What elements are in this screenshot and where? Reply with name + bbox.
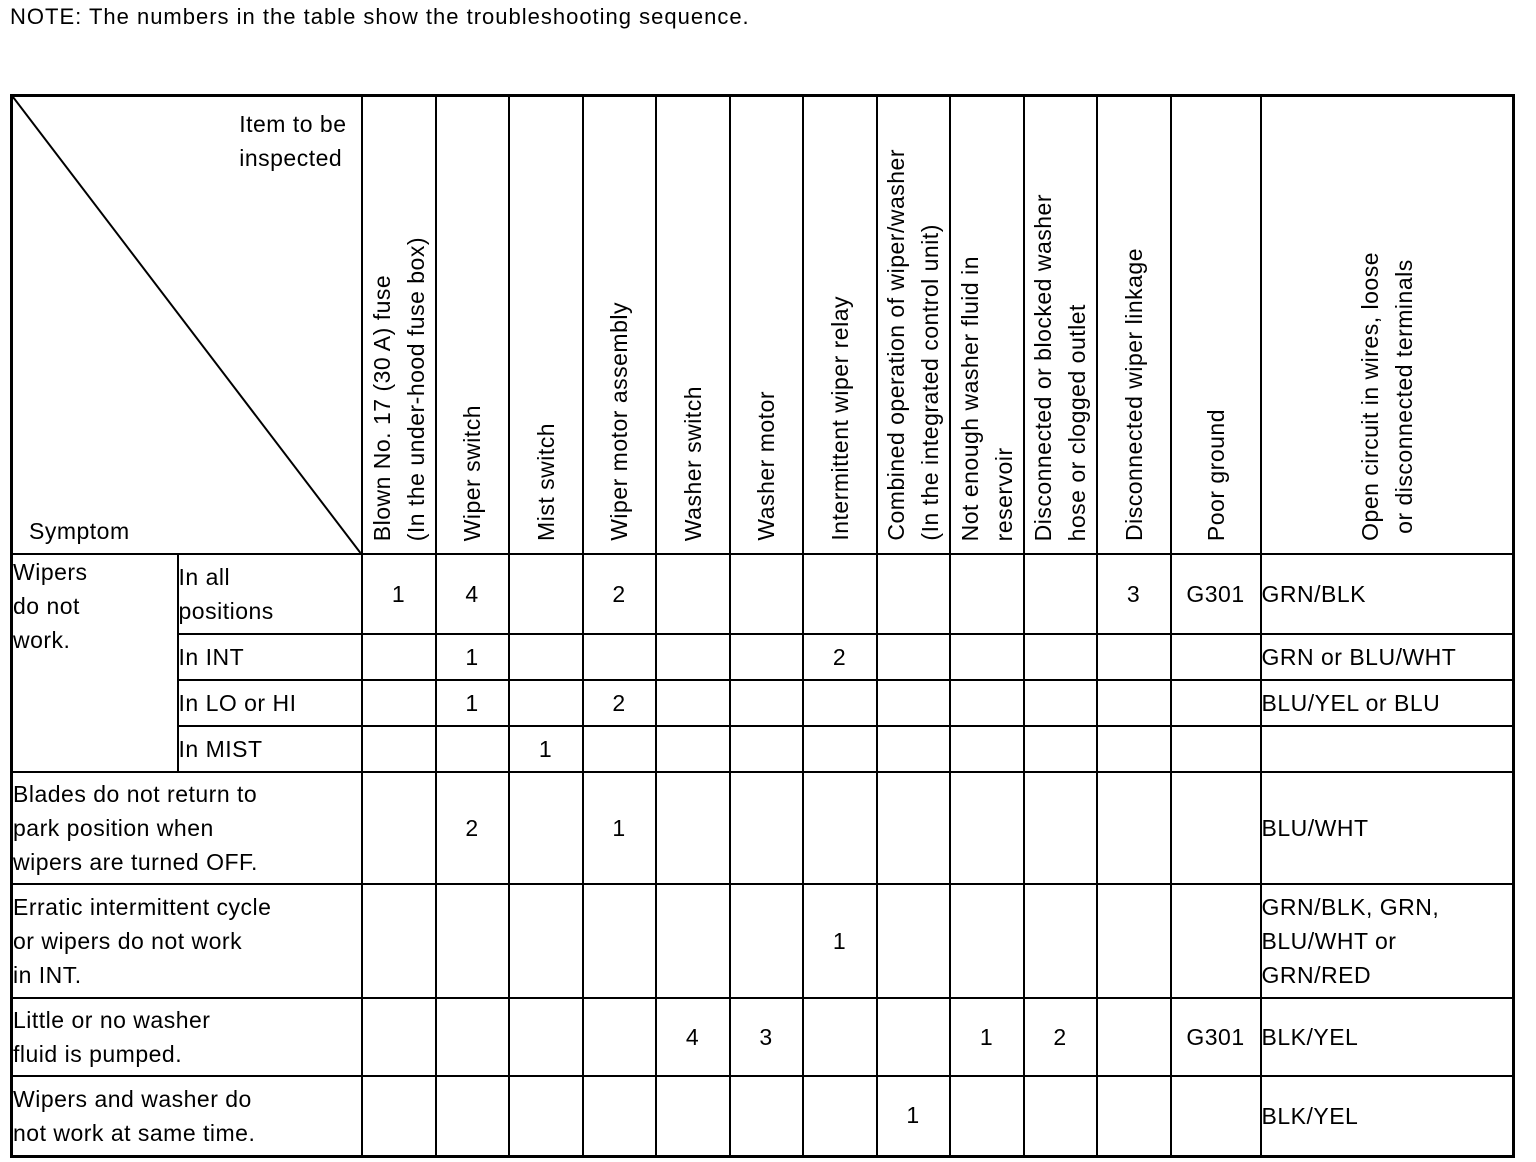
column-header — [1261, 96, 1514, 555]
value-cell — [803, 772, 877, 884]
value-cell: G301 — [1171, 998, 1261, 1076]
symptom-cell: Wipers and washer do not work at same time. — [12, 1076, 362, 1156]
value-cell: 4 — [436, 554, 509, 634]
column-header-label: Combined operation of wiper/washer (In the integrated control unit) — [883, 149, 943, 541]
column-header-label: Washer switch — [679, 385, 706, 541]
value-cell — [950, 1076, 1024, 1156]
value-cell — [803, 680, 877, 726]
value-cell — [656, 634, 730, 680]
column-header-label: Blown No. 17 (30 A) fuse (In the under-hood fuse box) — [368, 236, 429, 541]
symptom-cell: Blades do not return to park position when wipers are turned OFF. — [12, 772, 362, 884]
column-header-label: Washer motor — [753, 391, 779, 541]
value-cell: 1 — [436, 680, 509, 726]
value-cell — [656, 772, 730, 884]
column-header — [877, 96, 950, 555]
column-header-label: Poor ground — [1202, 408, 1229, 541]
value-cell — [950, 772, 1024, 884]
column-header — [1024, 96, 1097, 555]
value-cell — [583, 634, 656, 680]
symptom-cell: Little or no washer fluid is pumped. — [12, 998, 362, 1076]
header-row — [12, 96, 1514, 555]
value-cell — [950, 680, 1024, 726]
value-cell — [1024, 884, 1097, 998]
value-cell — [509, 1076, 583, 1156]
column-header — [509, 96, 583, 555]
value-cell: 1 — [803, 884, 877, 998]
value-cell — [1097, 998, 1171, 1076]
value-cell — [1171, 680, 1261, 726]
value-cell: 2 — [583, 680, 656, 726]
column-header — [362, 96, 436, 555]
value-cell: 1 — [509, 726, 583, 772]
symptom-cell: Wipers do not work. — [12, 554, 178, 772]
column-header — [730, 96, 803, 555]
wire-color-cell: BLK/YEL — [1261, 1076, 1514, 1156]
value-cell — [509, 680, 583, 726]
value-cell — [436, 1076, 509, 1156]
wire-color-cell — [1261, 726, 1514, 772]
table-row — [12, 998, 1514, 1076]
value-cell — [730, 726, 803, 772]
value-cell: 4 — [656, 998, 730, 1076]
value-cell — [656, 726, 730, 772]
troubleshooting-table — [10, 94, 1515, 1158]
value-cell — [583, 726, 656, 772]
value-cell — [877, 998, 950, 1076]
value-cell — [1024, 1076, 1097, 1156]
column-header-label: Wiper switch — [459, 404, 485, 541]
table-row — [12, 772, 1514, 884]
value-cell — [583, 1076, 656, 1156]
value-cell — [950, 884, 1024, 998]
column-header-label: Not enough washer fluid in reservoir — [956, 255, 1017, 541]
value-cell — [1097, 1076, 1171, 1156]
column-header — [656, 96, 730, 555]
value-cell: G301 — [1171, 554, 1261, 634]
value-cell — [877, 680, 950, 726]
value-cell — [877, 554, 950, 634]
value-cell — [509, 554, 583, 634]
value-cell — [950, 726, 1024, 772]
wire-color-cell: GRN or BLU/WHT — [1261, 634, 1514, 680]
value-cell — [1024, 554, 1097, 634]
value-cell — [803, 998, 877, 1076]
column-header-label: Disconnected or blocked washer hose or clogged outlet — [1030, 193, 1090, 541]
value-cell: 2 — [436, 772, 509, 884]
value-cell — [362, 998, 436, 1076]
table-row — [12, 726, 1514, 772]
item-to-be-inspected-label: Item to be inspected — [239, 111, 347, 171]
value-cell — [362, 884, 436, 998]
value-cell — [362, 634, 436, 680]
column-header-label: Open circuit in wires, loose or disconnected terminals — [1356, 252, 1417, 541]
value-cell: 2 — [803, 634, 877, 680]
value-cell — [730, 634, 803, 680]
value-cell — [656, 884, 730, 998]
table-row — [12, 884, 1514, 998]
value-cell — [1097, 772, 1171, 884]
value-cell — [803, 1076, 877, 1156]
value-cell — [877, 634, 950, 680]
value-cell — [1024, 680, 1097, 726]
value-cell — [1024, 772, 1097, 884]
value-cell — [1024, 726, 1097, 772]
column-header — [436, 96, 509, 555]
value-cell — [877, 884, 950, 998]
value-cell — [656, 554, 730, 634]
column-header-label: Mist switch — [532, 423, 559, 541]
wire-color-cell: BLU/WHT — [1261, 772, 1514, 884]
value-cell — [436, 998, 509, 1076]
value-cell — [1171, 884, 1261, 998]
value-cell — [1171, 772, 1261, 884]
wire-color-cell: GRN/BLK, GRN, BLU/WHT or GRN/RED — [1261, 884, 1514, 998]
value-cell — [656, 680, 730, 726]
value-cell — [656, 1076, 730, 1156]
value-cell — [730, 884, 803, 998]
value-cell — [1171, 726, 1261, 772]
sub-symptom-cell: In INT — [178, 634, 362, 680]
note-text: NOTE: The numbers in the table show the troubleshooting sequence. — [10, 4, 750, 29]
value-cell — [509, 634, 583, 680]
value-cell — [509, 884, 583, 998]
value-cell — [730, 680, 803, 726]
table-row — [12, 1076, 1514, 1156]
value-cell — [950, 634, 1024, 680]
table-row — [12, 680, 1514, 726]
symptom-label: Symptom — [29, 518, 130, 544]
value-cell — [362, 772, 436, 884]
value-cell: 1 — [436, 634, 509, 680]
value-cell — [730, 772, 803, 884]
value-cell — [730, 1076, 803, 1156]
value-cell — [1097, 884, 1171, 998]
column-header — [950, 96, 1024, 555]
value-cell: 1 — [583, 772, 656, 884]
value-cell — [509, 772, 583, 884]
column-header — [1171, 96, 1261, 555]
value-cell: 1 — [362, 554, 436, 634]
symptom-cell: Erratic intermittent cycle or wipers do not work in INT. — [12, 884, 362, 998]
corner-header-cell — [12, 96, 362, 555]
value-cell: 2 — [1024, 998, 1097, 1076]
wire-color-cell: GRN/BLK — [1261, 554, 1514, 634]
column-header — [803, 96, 877, 555]
table-row — [12, 634, 1514, 680]
value-cell — [1171, 1076, 1261, 1156]
sub-symptom-cell: In all positions — [178, 554, 362, 634]
value-cell — [436, 884, 509, 998]
value-cell — [583, 998, 656, 1076]
value-cell — [1097, 680, 1171, 726]
value-cell — [877, 772, 950, 884]
sub-symptom-cell: In LO or HI — [178, 680, 362, 726]
table-row — [12, 554, 1514, 634]
value-cell — [362, 726, 436, 772]
value-cell — [1171, 634, 1261, 680]
column-header-label: Wiper motor assembly — [606, 302, 632, 541]
value-cell — [950, 554, 1024, 634]
value-cell — [730, 554, 803, 634]
value-cell — [362, 1076, 436, 1156]
sub-symptom-cell: In MIST — [178, 726, 362, 772]
value-cell: 2 — [583, 554, 656, 634]
wire-color-cell: BLU/YEL or BLU — [1261, 680, 1514, 726]
value-cell: 3 — [1097, 554, 1171, 634]
value-cell — [509, 998, 583, 1076]
value-cell — [362, 680, 436, 726]
column-header — [1097, 96, 1171, 555]
value-cell — [1024, 634, 1097, 680]
value-cell: 3 — [730, 998, 803, 1076]
column-header-label: Intermittent wiper relay — [826, 296, 853, 541]
value-cell — [1097, 634, 1171, 680]
value-cell — [877, 726, 950, 772]
value-cell — [583, 884, 656, 998]
value-cell — [1097, 726, 1171, 772]
column-header-label: Disconnected wiper linkage — [1120, 248, 1147, 541]
value-cell — [803, 726, 877, 772]
value-cell — [436, 726, 509, 772]
value-cell: 1 — [877, 1076, 950, 1156]
column-header — [583, 96, 656, 555]
value-cell — [803, 554, 877, 634]
value-cell: 1 — [950, 998, 1024, 1076]
wire-color-cell: BLK/YEL — [1261, 998, 1514, 1076]
